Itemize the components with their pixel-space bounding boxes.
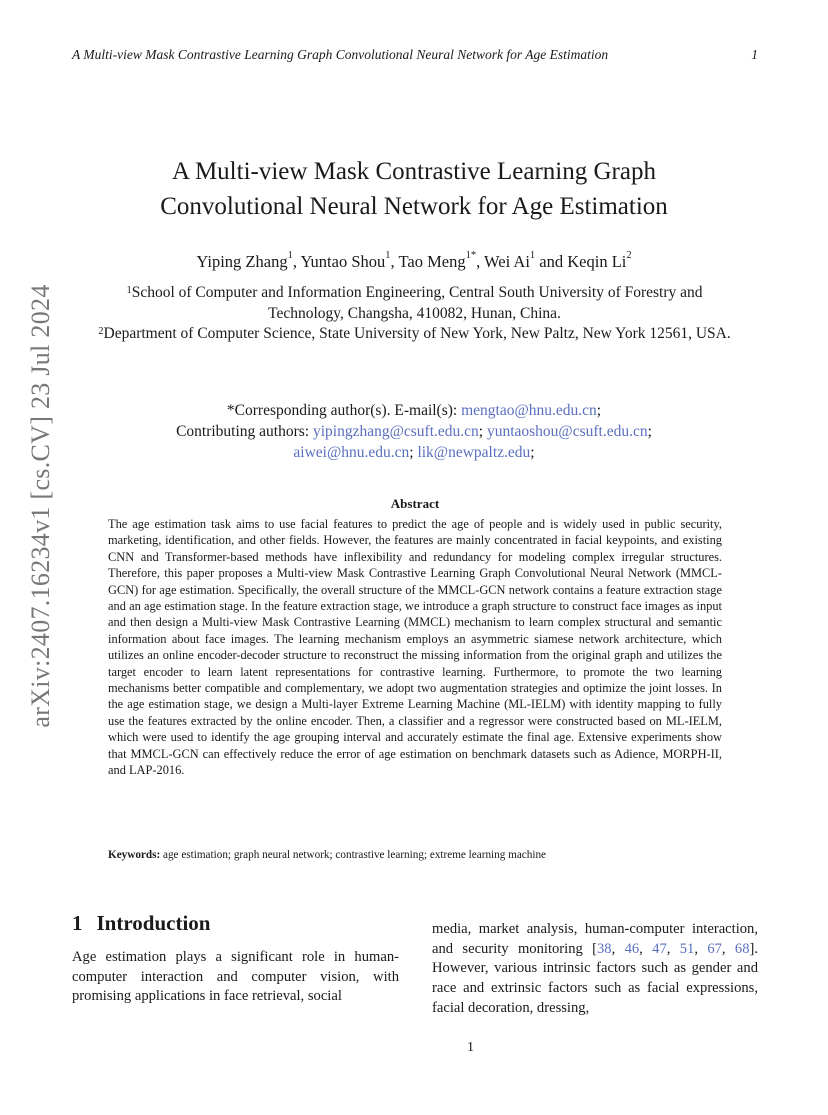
citation-link[interactable]: 46 (624, 940, 640, 957)
section-heading-introduction (72, 911, 210, 936)
corresponding-author-label: *Corresponding author(s). E-mail(s): (226, 402, 462, 419)
author-name: Tao Meng (398, 252, 466, 271)
keywords-line (108, 849, 722, 861)
author-name: Yuntao Shou (300, 252, 386, 271)
intro-right-text-start: media, market analysis, human-computer interaction, and security monitoring [ (432, 921, 758, 957)
arxiv-identifier-text: arXiv:2407.16234v1 [cs.CV] 23 Jul 2024 (26, 284, 55, 728)
abstract-body: The age estimation task aims to use facial features to predict the age of people and is widely used in public security, marketing, identification, and other fields. However, the features are mainly concentrated in facial keypoints, and existing CNN and Transformer-based methods have inflexibility and redundancy for modeling complex irregular structures. Therefore, this paper proposes a Multi-view Mask Contrastive Learning Graph Convolutional Neural Network (MMCL-GCN) for age estimation. Specifically, the overall structure of the MMCL-GCN network contains a feature extraction stage and an age estimation stage. In the feature extraction stage, we introduce a graph structure to construct face images as input and then design a Multi-view Mask Contrastive Learning (MMCL) mechanism to learn complex structural and semantic information about face images. The learning mechanism employs an asymmetric siamese network architecture, which utilizes an online encoder-decoder structure to reconstruct the missing information from the original graph and utilizes the target encoder to learn latent representations for contrastive learning. Furthermore, to promote the two learning mechanisms better compatible and complementary, we adopt two augmentation strategies and optimize the joint losses. In the age estimation stage, we design a Multi-layer Extreme Learning Machine (ML-IELM) with identity mapping to fully use the features extracted by the online encoder. Then, a classifier and a regressor were constructed based on ML-IELM, which were used to identify the age grouping interval and accurately estimate the final age. Extensive experiments show that MMCL-GCN can effectively reduce the error of age estimation on benchmark datasets such as Adience, MORPH-II, and LAP-2016. (108, 517, 722, 778)
author-affiliation-mark: 2 (626, 250, 632, 261)
contributing-authors-label: Contributing authors: (176, 423, 313, 440)
paper-title-line-2: Convolutional Neural Network for Age Estimation (160, 193, 668, 220)
paper-title-line-1: A Multi-view Mask Contrastive Learning Graph (172, 158, 656, 185)
corresponding-email-link[interactable]: mengtao@hnu.edu.cn (461, 402, 597, 419)
abstract-heading: Abstract (390, 496, 440, 511)
author-affiliation-mark: 1 (385, 250, 391, 261)
intro-right-text-end: ]. However, various intrinsic factors such as gender and race and extrinsic factors such as facial expressions, facial decoration, dressing, (432, 940, 758, 1016)
citation-link[interactable]: 38 (597, 940, 612, 957)
section-title: Introduction (96, 911, 211, 935)
running-header (72, 47, 758, 63)
author-name: Keqin Li (567, 252, 627, 271)
affiliation-1 (92, 282, 737, 324)
affiliation-2 (92, 323, 737, 344)
contributor-email-link[interactable]: yuntaoshou@csuft.edu.cn (486, 423, 648, 440)
author-name: Wei Ai (484, 252, 530, 271)
section-number: 1 (72, 911, 83, 935)
author-affiliation-mark: 1* (465, 250, 477, 261)
keywords-label: Keywords: (108, 849, 161, 861)
citation-link[interactable]: 67 (707, 940, 722, 957)
correspondence-block: *Corresponding author(s). E-mail(s): mengtao@hnu.edu.cn; Contributing authors: yipingzhang@csuft.edu.cn; yuntaoshou@csuft.edu.cn; aiwei@hnu.edu.cn; lik@newpaltz.edu; (176, 402, 652, 461)
affiliation-mark: 1 (126, 285, 132, 296)
contributor-email-link[interactable]: yipingzhang@csuft.edu.cn (312, 423, 479, 440)
footer-page-number: 1 (467, 1040, 474, 1055)
affiliation-text: School of Computer and Information Engineering, Central South University of Forestry and Technology, Changsha, 410082, Hunan, China. (131, 284, 703, 322)
affiliation-mark: 2 (98, 326, 104, 337)
keywords-text: age estimation; graph neural network; contrastive learning; extreme learning machine (163, 849, 547, 861)
running-header-title: A Multi-view Mask Contrastive Learning Graph Convolutional Neural Network for Age Estimation (72, 47, 609, 62)
contributor-email-link[interactable]: lik@newpaltz.edu (417, 444, 531, 461)
author-affiliation-mark: 1 (287, 250, 293, 261)
contributor-email-link[interactable]: aiwei@hnu.edu.cn (293, 444, 410, 461)
author-affiliation-mark: 1 (529, 250, 536, 261)
running-header-page-number: 1 (751, 47, 758, 62)
arxiv-identifier-stamp (14, 246, 68, 766)
citation-link[interactable]: 68 (734, 940, 750, 957)
author-list: Yiping Zhang$^1$, Yuntao Shou$^1$, Tao Meng$^{1*}$, Wei Ai$^1$ and Keqin Li$^2$ (196, 250, 632, 271)
intro-right-column: media, market analysis, human-computer interaction, and security monitoring [38, 46, 47, 51, 67, 68]. However, various intrinsic factors such as gender and race and extrinsic factors such as facial expressions, facial decoration, dressing, (432, 921, 758, 1016)
author-name: Yiping Zhang (196, 252, 288, 271)
intro-left-column: Age estimation plays a significant role in human-computer interaction and computer vision, with promising applications in face retrieval, social (72, 949, 399, 1005)
affiliation-text: Department of Computer Science, State University of New York, New Paltz, New York 12561, USA. (103, 325, 731, 342)
citation-link[interactable]: 47 (652, 940, 667, 957)
citation-link[interactable]: 51 (679, 940, 695, 957)
paper-title (90, 154, 738, 224)
